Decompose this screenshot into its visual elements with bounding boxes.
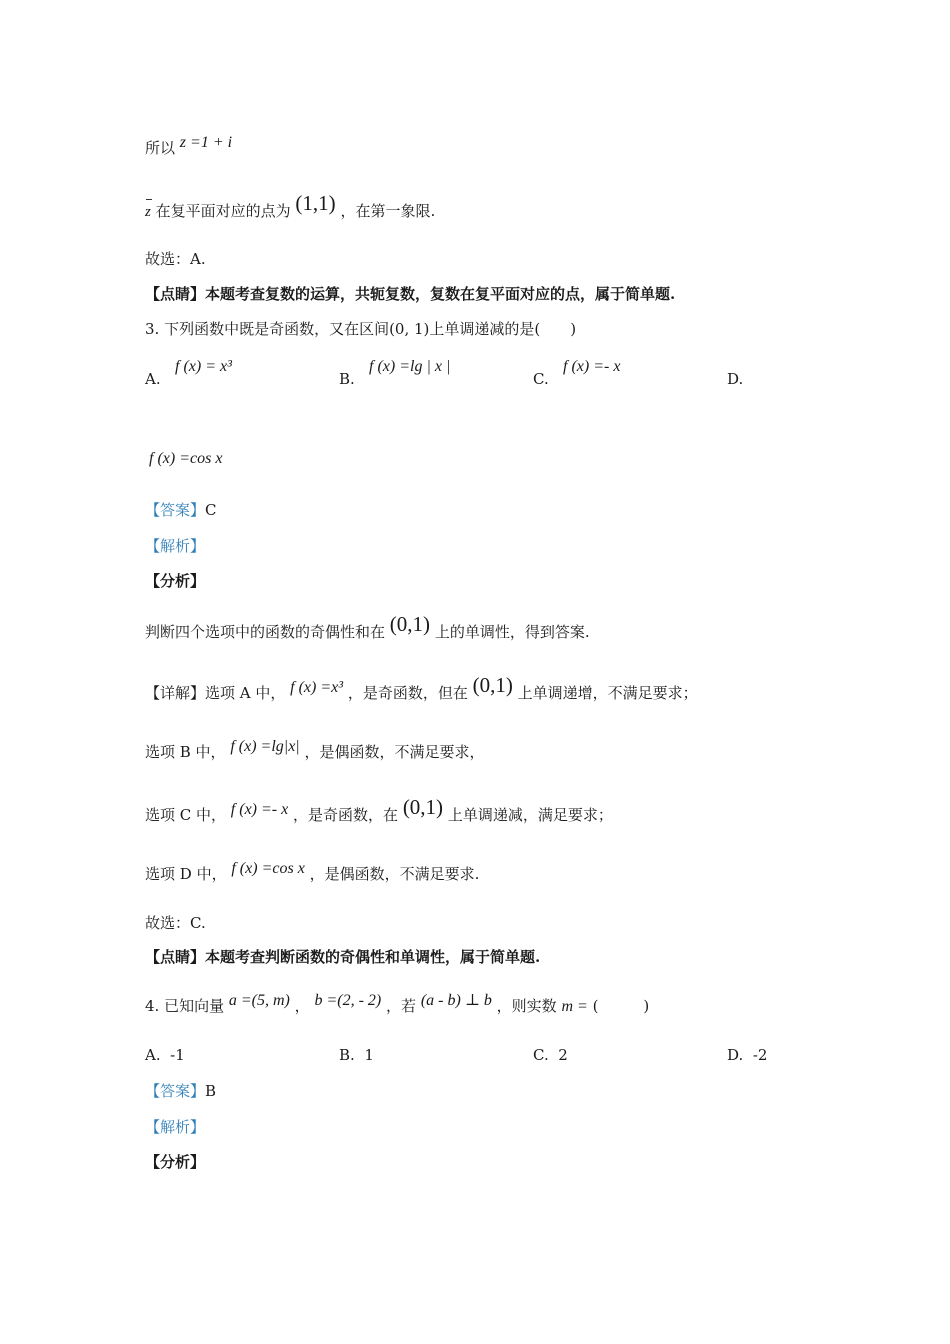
q4-paren: ( ) bbox=[592, 997, 650, 1015]
q4-ruo: ，若 bbox=[386, 997, 417, 1015]
q3-detail-c-math: f (x) =- x bbox=[230, 801, 289, 818]
q4-option-d-label: D. bbox=[727, 1046, 744, 1064]
q4-option-c bbox=[533, 1045, 568, 1065]
q3-answer bbox=[145, 500, 217, 520]
q4-stem bbox=[145, 992, 650, 1017]
q3-dianjing: 【点睛】本题考查判断函数的奇偶性和单调性，属于简单题. bbox=[145, 948, 541, 966]
math-point-11: (1,1) bbox=[295, 191, 336, 215]
q4-option-a-label: A. bbox=[145, 1046, 161, 1064]
q3-detail-a-mid: ，是奇函数，但在 bbox=[347, 684, 468, 702]
q3-detail-d-post: ，是偶函数，不满足要求. bbox=[309, 865, 480, 883]
line-suoyi bbox=[145, 134, 233, 159]
q4-answer-value: B bbox=[205, 1082, 217, 1100]
q3-detail-b-post: ，是偶函数，不满足要求， bbox=[304, 743, 485, 761]
q3-jiexi: 【解析】 bbox=[145, 537, 206, 555]
line-zbar-point bbox=[145, 191, 436, 222]
q3-option-d-math: f (x) =cos x bbox=[149, 450, 223, 467]
q4-option-a-value: -1 bbox=[170, 1046, 185, 1064]
q3-fenxi-text-1: 判断四个选项中的函数的奇偶性和在 bbox=[145, 623, 386, 641]
q3-option-b-math: f (x) =lg | x | bbox=[369, 358, 451, 375]
q3-detail-a-post: 上单调递增，不满足要求； bbox=[517, 684, 698, 702]
q4-stem-pre: 4. 已知向量 bbox=[145, 997, 225, 1015]
q3-answer-value: C bbox=[205, 501, 217, 519]
q4-jiexi: 【解析】 bbox=[145, 1118, 206, 1136]
math-zbar: z bbox=[145, 204, 151, 220]
q3-detail-a-point: (0,1) bbox=[472, 673, 513, 697]
text-zbar-1: 在复平面对应的点为 bbox=[155, 202, 291, 220]
q3-option-a-math: f (x) = x³ bbox=[175, 358, 232, 375]
q4-option-a bbox=[145, 1045, 185, 1065]
q3-guxuan: 故选：C. bbox=[145, 914, 206, 932]
q4-ze: ，则实数 bbox=[496, 997, 557, 1015]
q3-fenxi-text-2: 上的单调性，得到答案. bbox=[434, 623, 590, 641]
q3-stem: 3. 下列函数中既是奇函数，又在区间(0, 1)上单调递减的是( ) bbox=[145, 320, 577, 338]
q3-detail-c bbox=[145, 795, 613, 826]
q3-fenxi: 【分析】 bbox=[145, 572, 206, 590]
q3-detail-c-post: 上单调递减，满足要求； bbox=[447, 806, 613, 824]
q3-option-d-label: D. bbox=[727, 370, 744, 388]
q4-answer bbox=[145, 1081, 216, 1101]
q4-fenxi: 【分析】 bbox=[145, 1153, 206, 1171]
q3-fenxi-point: (0,1) bbox=[389, 612, 431, 636]
q4-answer-tag: 【答案】 bbox=[145, 1082, 206, 1100]
q3-detail-a-math: f (x) =x³ bbox=[290, 679, 344, 696]
q3-fenxi-text bbox=[145, 612, 590, 642]
q3-option-c-label: C. bbox=[533, 370, 549, 388]
q4-option-c-value: 2 bbox=[558, 1046, 568, 1064]
q3-detail-b-math: f (x) =lg|x| bbox=[230, 738, 300, 755]
q4-option-b bbox=[339, 1045, 374, 1065]
q3-detail-c-point: (0,1) bbox=[402, 795, 444, 819]
q3-option-b-label: B. bbox=[339, 370, 355, 388]
text-dianjing-1: 【点睛】本题考查复数的运算，共轭复数，复数在复平面对应的点，属于简单题. bbox=[145, 285, 676, 303]
q4-comma: ， bbox=[294, 997, 310, 1015]
q3-answer-tag: 【答案】 bbox=[145, 501, 206, 519]
text-zbar-2: ，在第一象限. bbox=[340, 202, 436, 220]
q4-option-d-value: -2 bbox=[752, 1046, 768, 1064]
q4-option-b-value: 1 bbox=[364, 1046, 374, 1064]
q3-detail-d-pre: 选项 D 中， bbox=[145, 865, 227, 883]
q3-option-c-math: f (x) =- x bbox=[563, 358, 621, 375]
q4-vec-a: a =(5, m) bbox=[228, 992, 290, 1009]
text-suoyi: 所以 bbox=[145, 139, 176, 157]
q4-option-c-label: C. bbox=[533, 1046, 549, 1064]
q3-detail-d bbox=[145, 860, 480, 885]
q3-detail-a-pre: 【详解】选项 A 中， bbox=[145, 684, 286, 702]
q3-detail-a bbox=[145, 673, 698, 704]
math-zbar-eq: z =1 + i bbox=[179, 134, 233, 151]
q3-detail-c-mid: ，是奇函数，在 bbox=[293, 806, 399, 824]
q3-detail-d-math: f (x) =cos x bbox=[231, 860, 305, 877]
text-guxuan-1: 故选：A. bbox=[145, 250, 206, 268]
q4-option-b-label: B. bbox=[339, 1046, 355, 1064]
q3-detail-c-pre: 选项 C 中， bbox=[145, 806, 227, 824]
q4-option-d bbox=[727, 1045, 767, 1065]
q4-vec-b: b =(2, - 2) bbox=[314, 992, 382, 1009]
q3-option-a-label: A. bbox=[145, 370, 161, 388]
q3-detail-b-pre: 选项 B 中， bbox=[145, 743, 226, 761]
q3-detail-b bbox=[145, 738, 485, 763]
q4-m-eq: m = bbox=[561, 998, 588, 1015]
q4-perp: (a - b) ⊥ b bbox=[420, 992, 492, 1009]
